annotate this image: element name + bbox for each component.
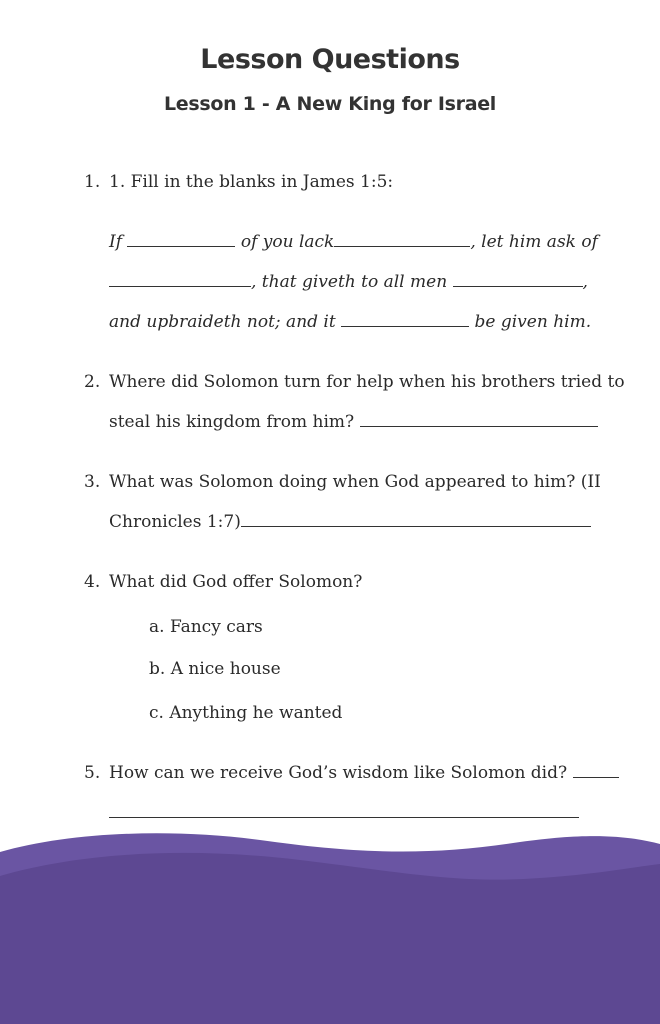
- option-b: b. A nice house: [149, 659, 281, 679]
- verse-text: be given him.: [474, 312, 592, 332]
- question-number: 1.: [84, 172, 101, 192]
- question-3-line-2: [109, 511, 591, 533]
- question-3-line-1: What was Solomon doing when God appeared to him? (II: [109, 472, 601, 492]
- question-text: steal his kingdom from him?: [109, 412, 355, 432]
- page-title: Lesson Questions: [200, 44, 460, 75]
- purple-wave-footer: [0, 820, 660, 1024]
- answer-blank[interactable]: [241, 512, 591, 527]
- answer-blank[interactable]: [453, 272, 583, 287]
- question-2-line-2: [109, 411, 598, 433]
- answer-blank[interactable]: [334, 232, 470, 247]
- question-5-line-1: [109, 762, 619, 784]
- wave-front-layer: [0, 853, 660, 1024]
- verse-text: ,: [582, 272, 588, 292]
- question-number: 5.: [84, 763, 101, 783]
- question-1-text: 1. Fill in the blanks in James 1:5:: [109, 172, 394, 192]
- answer-blank[interactable]: [360, 412, 598, 427]
- question-2-line-1: Where did Solomon turn for help when his brothers tried to: [109, 372, 625, 392]
- lesson-subtitle: Lesson 1 - A New King for Israel: [163, 93, 497, 115]
- question-number: 4.: [84, 572, 101, 592]
- question-text: How can we receive God’s wisdom like Solomon did?: [109, 763, 568, 783]
- question-4-text: What did God offer Solomon?: [109, 572, 363, 592]
- verse-text: of you lack: [240, 232, 335, 252]
- answer-blank[interactable]: [109, 272, 251, 287]
- verse-text: and upbraideth not; and it: [109, 312, 336, 332]
- option-a: a. Fancy cars: [149, 617, 263, 637]
- verse-line-2: [109, 271, 588, 293]
- question-text: Chronicles 1:7): [109, 512, 241, 532]
- verse-text: , that giveth to all men: [251, 272, 448, 292]
- verse-line-3: [109, 311, 591, 333]
- answer-blank[interactable]: [573, 763, 619, 778]
- answer-blank[interactable]: [109, 803, 579, 818]
- verse-text: , let him ask of: [470, 232, 598, 252]
- option-c: c. Anything he wanted: [149, 703, 343, 723]
- verse-line-1: [109, 231, 598, 253]
- answer-blank[interactable]: [341, 312, 469, 327]
- verse-text: If: [109, 232, 123, 252]
- question-number: 3.: [84, 472, 101, 492]
- answer-blank[interactable]: [127, 232, 235, 247]
- question-number: 2.: [84, 372, 101, 392]
